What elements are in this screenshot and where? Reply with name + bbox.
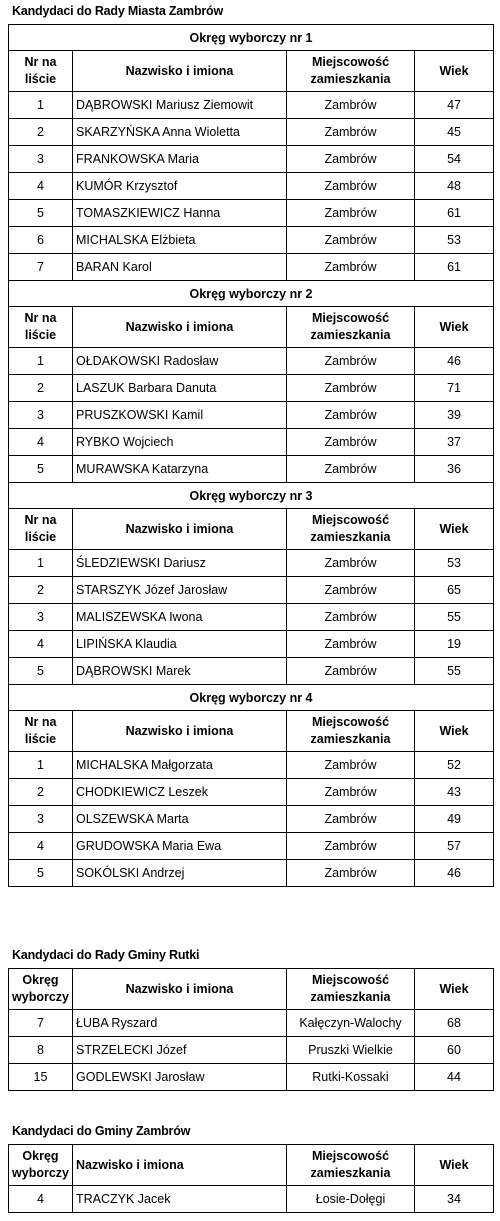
cell-residence: Zambrów <box>287 752 415 779</box>
cell-residence: Zambrów <box>287 631 415 658</box>
cell-number: 3 <box>9 146 73 173</box>
cell-number: 4 <box>9 429 73 456</box>
table-row <box>9 1037 494 1064</box>
table-row <box>9 577 494 604</box>
header-name: Nazwisko i imiona <box>73 1145 287 1186</box>
cell-residence: Zambrów <box>287 577 415 604</box>
header-residence: Miejscowość zamieszkania <box>287 51 415 92</box>
cell-number: 1 <box>9 550 73 577</box>
header-name: Nazwisko i imiona <box>73 307 287 348</box>
district-row <box>9 25 494 51</box>
cell-age: 37 <box>415 429 494 456</box>
cell-name: MICHALSKA Małgorzata <box>73 752 287 779</box>
cell-residence: Zambrów <box>287 227 415 254</box>
cell-residence: Zambrów <box>287 146 415 173</box>
cell-residence: Zambrów <box>287 375 415 402</box>
header-age: Wiek <box>415 307 494 348</box>
cell-name: GODLEWSKI Jarosław <box>73 1064 287 1091</box>
cell-district: 4 <box>9 1186 73 1213</box>
cell-residence: Zambrów <box>287 833 415 860</box>
table-row <box>9 806 494 833</box>
cell-residence: Zambrów <box>287 860 415 887</box>
cell-district: 8 <box>9 1037 73 1064</box>
cell-age: 60 <box>415 1037 494 1064</box>
table-row <box>9 833 494 860</box>
cell-number: 5 <box>9 860 73 887</box>
cell-name: TOMASZKIEWICZ Hanna <box>73 200 287 227</box>
cell-name: DĄBROWSKI Marek <box>73 658 287 685</box>
header-residence: Miejscowość zamieszkania <box>287 307 415 348</box>
cell-age: 19 <box>415 631 494 658</box>
table-row <box>9 1064 494 1091</box>
cell-number: 1 <box>9 752 73 779</box>
table-row <box>9 200 494 227</box>
cell-age: 45 <box>415 119 494 146</box>
table-row <box>9 752 494 779</box>
cell-residence: Zambrów <box>287 200 415 227</box>
table-row <box>9 146 494 173</box>
header-list-number: Nr na liście <box>9 51 73 92</box>
cell-name: SOKÓLSKI Andrzej <box>73 860 287 887</box>
cell-residence: Zambrów <box>287 402 415 429</box>
header-list-number: Nr na liście <box>9 307 73 348</box>
cell-age: 65 <box>415 577 494 604</box>
cell-age: 36 <box>415 456 494 483</box>
cell-residence: Zambrów <box>287 254 415 281</box>
header-residence: Miejscowość zamieszkania <box>287 509 415 550</box>
cell-number: 4 <box>9 833 73 860</box>
table-row <box>9 604 494 631</box>
header-name: Nazwisko i imiona <box>73 711 287 752</box>
cell-residence: Zambrów <box>287 119 415 146</box>
cell-age: 49 <box>415 806 494 833</box>
cell-district: 15 <box>9 1064 73 1091</box>
cell-name: TRACZYK Jacek <box>73 1186 287 1213</box>
table-row <box>9 348 494 375</box>
header-residence: Miejscowość zamieszkania <box>287 1145 415 1186</box>
cell-residence: Kałęczyn-Walochy <box>287 1010 415 1037</box>
cell-age: 61 <box>415 254 494 281</box>
header-age: Wiek <box>415 509 494 550</box>
header-age: Wiek <box>415 1145 494 1186</box>
district-title: Okręg wyborczy nr 2 <box>9 281 494 307</box>
cell-age: 55 <box>415 658 494 685</box>
cell-number: 2 <box>9 375 73 402</box>
section-title-rada-gminy-rutki: Kandydaci do Rady Gminy Rutki <box>12 948 200 962</box>
header-row <box>9 51 494 92</box>
cell-number: 1 <box>9 348 73 375</box>
table-row <box>9 92 494 119</box>
cell-residence: Zambrów <box>287 604 415 631</box>
cell-name: CHODKIEWICZ Leszek <box>73 779 287 806</box>
header-age: Wiek <box>415 969 494 1010</box>
cell-number: 7 <box>9 254 73 281</box>
cell-age: 54 <box>415 146 494 173</box>
cell-number: 2 <box>9 779 73 806</box>
cell-age: 48 <box>415 173 494 200</box>
cell-residence: Zambrów <box>287 779 415 806</box>
cell-residence: Zambrów <box>287 806 415 833</box>
header-name: Nazwisko i imiona <box>73 509 287 550</box>
cell-age: 46 <box>415 860 494 887</box>
cell-age: 43 <box>415 779 494 806</box>
district-title: Okręg wyborczy nr 3 <box>9 483 494 509</box>
cell-age: 57 <box>415 833 494 860</box>
cell-age: 68 <box>415 1010 494 1037</box>
cell-residence: Zambrów <box>287 550 415 577</box>
table-row <box>9 429 494 456</box>
cell-number: 6 <box>9 227 73 254</box>
cell-age: 34 <box>415 1186 494 1213</box>
header-row <box>9 1145 494 1186</box>
cell-number: 3 <box>9 402 73 429</box>
cell-district: 7 <box>9 1010 73 1037</box>
table-row <box>9 402 494 429</box>
table-row <box>9 1186 494 1213</box>
cell-name: MICHALSKA Elżbieta <box>73 227 287 254</box>
table-row <box>9 631 494 658</box>
cell-age: 47 <box>415 92 494 119</box>
cell-number: 5 <box>9 200 73 227</box>
cell-residence: Zambrów <box>287 92 415 119</box>
cell-residence: Zambrów <box>287 429 415 456</box>
cell-name: BARAN Karol <box>73 254 287 281</box>
cell-number: 5 <box>9 456 73 483</box>
header-list-number: Nr na liście <box>9 711 73 752</box>
district-row <box>9 685 494 711</box>
cell-number: 5 <box>9 658 73 685</box>
district-row <box>9 483 494 509</box>
table-row <box>9 254 494 281</box>
cell-name: ŚLEDZIEWSKI Dariusz <box>73 550 287 577</box>
table-rada-miasta <box>8 24 494 887</box>
cell-name: LIPIŃSKA Klaudia <box>73 631 287 658</box>
cell-name: STRZELECKI Józef <box>73 1037 287 1064</box>
table-row <box>9 1010 494 1037</box>
cell-name: OLSZEWSKA Marta <box>73 806 287 833</box>
cell-name: KUMÓR Krzysztof <box>73 173 287 200</box>
header-row <box>9 711 494 752</box>
cell-age: 55 <box>415 604 494 631</box>
cell-age: 71 <box>415 375 494 402</box>
cell-age: 52 <box>415 752 494 779</box>
table-row <box>9 550 494 577</box>
cell-name: FRANKOWSKA Maria <box>73 146 287 173</box>
district-title: Okręg wyborczy nr 1 <box>9 25 494 51</box>
table-row <box>9 173 494 200</box>
cell-residence: Zambrów <box>287 456 415 483</box>
table-row <box>9 779 494 806</box>
cell-number: 2 <box>9 119 73 146</box>
cell-age: 53 <box>415 227 494 254</box>
header-row <box>9 307 494 348</box>
cell-name: SKARZYŃSKA Anna Wioletta <box>73 119 287 146</box>
section-title-rada-miasta: Kandydaci do Rady Miasta Zambrów <box>12 4 224 18</box>
cell-name: PRUSZKOWSKI Kamil <box>73 402 287 429</box>
cell-number: 3 <box>9 604 73 631</box>
cell-name: LASZUK Barbara Danuta <box>73 375 287 402</box>
cell-number: 2 <box>9 577 73 604</box>
section-title-gmina-zambrow: Kandydaci do Gminy Zambrów <box>12 1124 191 1138</box>
header-list-number: Nr na liście <box>9 509 73 550</box>
cell-age: 44 <box>415 1064 494 1091</box>
table-row <box>9 658 494 685</box>
cell-number: 3 <box>9 806 73 833</box>
cell-age: 53 <box>415 550 494 577</box>
cell-name: ŁUBA Ryszard <box>73 1010 287 1037</box>
cell-residence: Zambrów <box>287 348 415 375</box>
district-title: Okręg wyborczy nr 4 <box>9 685 494 711</box>
cell-name: GRUDOWSKA Maria Ewa <box>73 833 287 860</box>
table-row <box>9 227 494 254</box>
header-age: Wiek <box>415 51 494 92</box>
header-residence: Miejscowość zamieszkania <box>287 711 415 752</box>
cell-number: 4 <box>9 173 73 200</box>
header-name: Nazwisko i imiona <box>73 51 287 92</box>
cell-name: RYBKO Wojciech <box>73 429 287 456</box>
cell-name: OŁDAKOWSKI Radosław <box>73 348 287 375</box>
cell-name: DĄBROWSKI Mariusz Ziemowit <box>73 92 287 119</box>
header-row <box>9 969 494 1010</box>
cell-number: 4 <box>9 631 73 658</box>
table-row <box>9 456 494 483</box>
cell-name: MURAWSKA Katarzyna <box>73 456 287 483</box>
header-district: Okręg wyborczy <box>9 1145 73 1186</box>
cell-age: 61 <box>415 200 494 227</box>
header-district: Okręg wyborczy <box>9 969 73 1010</box>
table-row <box>9 860 494 887</box>
cell-residence: Zambrów <box>287 173 415 200</box>
header-age: Wiek <box>415 711 494 752</box>
cell-residence: Rutki-Kossaki <box>287 1064 415 1091</box>
header-residence: Miejscowość zamieszkania <box>287 969 415 1010</box>
cell-age: 39 <box>415 402 494 429</box>
cell-age: 46 <box>415 348 494 375</box>
table-row <box>9 375 494 402</box>
table-rada-gminy-rutki <box>8 968 494 1091</box>
header-name: Nazwisko i imiona <box>73 969 287 1010</box>
header-row <box>9 509 494 550</box>
cell-residence: Łosie-Dołęgi <box>287 1186 415 1213</box>
table-gmina-zambrow <box>8 1144 494 1213</box>
cell-residence: Zambrów <box>287 658 415 685</box>
district-row <box>9 281 494 307</box>
cell-name: MALISZEWSKA Iwona <box>73 604 287 631</box>
cell-name: STARSZYK Józef Jarosław <box>73 577 287 604</box>
cell-residence: Pruszki Wielkie <box>287 1037 415 1064</box>
table-row <box>9 119 494 146</box>
cell-number: 1 <box>9 92 73 119</box>
